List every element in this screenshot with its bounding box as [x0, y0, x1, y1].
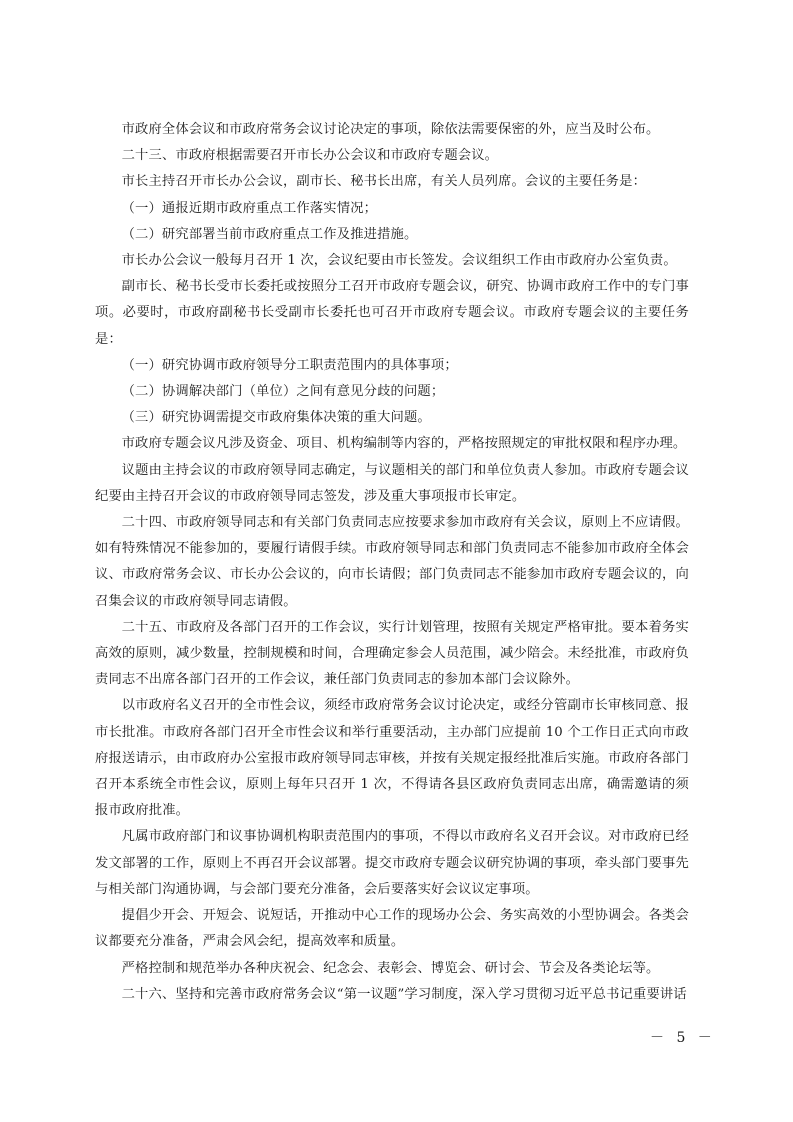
section-paragraph: 二十五、市政府及各部门召开的工作会议，实行计划管理，按照有关规定严格审批。要本着务实高效的原则，减少数量，控制规模和时间，合理确定参会人员范围，减少陪会。未经批准，市政府负责同志不出席各部门召开的工作会议，兼任部门负责同志的参加本部门会议除外。 [95, 619, 689, 688]
paragraph: 提倡少开会、开短会、说短话，开推动中心工作的现场办公会、务实高效的小型协调会。各类会议都要充分准备，严肃会风会纪，提高效率和质量。 [95, 908, 689, 950]
list-item: （一）通报近期市政府重点工作落实情况； [121, 200, 378, 216]
document-body [95, 117, 689, 1008]
paragraph: 市政府全体会议和市政府常务会议讨论决定的事项，除依法需要保密的外，应当及时公布。 [121, 122, 660, 137]
paragraph: 市政府专题会议凡涉及资金、项目、机构编制等内容的，严格按照规定的审批权限和程序办理。 [121, 436, 687, 452]
list-item: （三）研究协调需提交市政府集体决策的重大问题。 [121, 410, 431, 426]
paragraph: 凡属市政府部门和议事协调机构职责范围内的事项，不得以市政府名义召开会议。对市政府已经发文部署的工作，原则上不再召开会议部署。提交市政府专题会议研究协调的事项，牵头部门要事先与相关部门沟通协调，与会部门要充分准备，会后要落实好会议议定事项。 [95, 829, 689, 897]
paragraph: 副市长、秘书长受市长委托或按照分工召开市政府专题会议，研究、协调市政府工作中的专门事项。必要时，市政府副秘书长受副市长委托也可召开市政府专题会议。市政府专题会议的主要任务是： [95, 279, 689, 347]
page-number: － 5 － [650, 1030, 716, 1046]
section-paragraph: 二十四、市政府领导同志和有关部门负责同志应按要求参加市政府有关会议，原则上不应请假。如有特殊情况不能参加的，要履行请假手续。市政府领导同志和部门负责同志不能参加市政府全体会议、市政府常务会议、市长办公会议的，向市长请假；部门负责同志不能参加市政府专题会议的，向召集会议的市政府领导同志请假。 [95, 515, 689, 609]
section-heading: 二十三、市政府根据需要召开市长办公会议和市政府专题会议。 [121, 148, 499, 164]
list-item: （二）协调解决部门（单位）之间有意见分歧的问题； [121, 384, 445, 400]
paragraph: 议题由主持会议的市政府领导同志确定，与议题相关的部门和单位负责人参加。市政府专题会议纪要由主持召开会议的市政府领导同志签发，涉及重大事项报市长审定。 [95, 462, 689, 504]
list-item: （一）研究协调市政府领导分工职责范围内的具体事项； [121, 357, 458, 373]
paragraph: 严格控制和规范举办各种庆祝会、纪念会、表彰会、博览会、研讨会、节会及各类论坛等。 [121, 960, 660, 976]
paragraph: 市长主持召开市长办公会议，副市长、秘书长出席，有关人员列席。会议的主要任务是： [121, 174, 647, 190]
list-item: （二）研究部署当前市政府重点工作及推进措施。 [121, 226, 418, 242]
section-paragraph: 二十六、坚持和完善市政府常务会议“第一议题”学习制度，深入学习贯彻习近平总书记重要讲话 [121, 986, 687, 1002]
paragraph: 市长办公会议一般每月召开 1 次，会议纪要由市长签发。会议组织工作由市政府办公室负责。 [121, 253, 677, 269]
paragraph: 以市政府名义召开的全市性会议，须经市政府常务会议讨论决定，或经分管副市长审核同意、报市长批准。市政府各部门召开全市性会议和举行重要活动，主办部门应提前 10 个工作日正式向市政府报送请示，由市政府办公室报市政府领导同志审核，并按有关规定报经批准后实施。市政府各部门召开本系统全市性会议，原则上每年只召开 1 次，不得请各县区政府负责同志出席，确需邀请的须报市政府批准。 [95, 698, 689, 819]
